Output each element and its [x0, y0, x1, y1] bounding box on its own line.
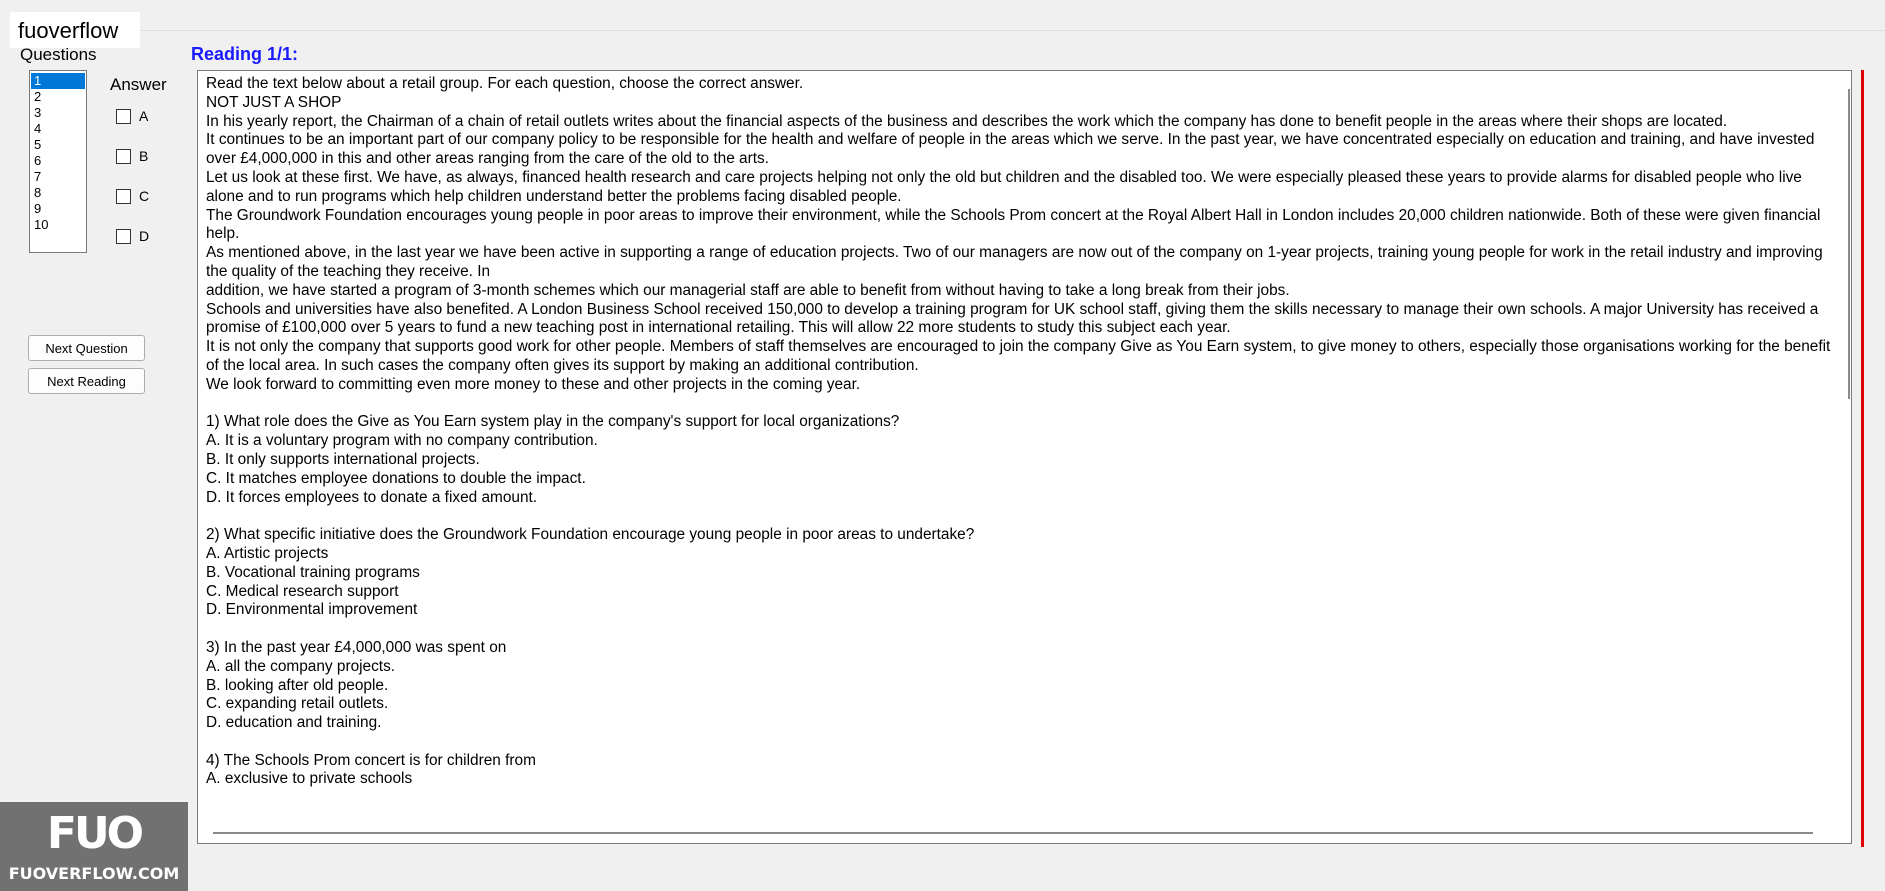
- reading-line: Let us look at these first. We have, as always, financed health research and care projects helping not only the old but children and the disabled too. We were especially pleased these years to provide alarms for disabled people who live alone and to run programs which help children understand better the problems facing disabled people.: [206, 168, 1802, 205]
- watermark-site: FUOVERFLOW.COM: [8, 864, 180, 883]
- reading-line: B. looking after old people.: [206, 676, 389, 694]
- reading-line: NOT JUST A SHOP: [206, 93, 342, 111]
- vertical-scrollbar[interactable]: [1848, 89, 1850, 399]
- horizontal-scrollbar[interactable]: [213, 832, 1813, 834]
- answer-label: Answer: [110, 75, 167, 94]
- reading-line: D. education and training.: [206, 714, 382, 732]
- red-divider: [1861, 70, 1864, 847]
- option-a-checkbox[interactable]: [116, 109, 131, 124]
- reading-line: A. It is a voluntary program with no company contribution.: [206, 432, 598, 450]
- question-item[interactable]: 2: [34, 89, 42, 104]
- reading-line: [206, 507, 1836, 526]
- option-c[interactable]: [116, 188, 149, 204]
- option-c-checkbox[interactable]: [116, 189, 131, 204]
- reading-line: D. It forces employees to donate a fixed amount.: [206, 488, 538, 506]
- question-item[interactable]: 8: [34, 185, 42, 200]
- reading-line: C. Medical research support: [206, 582, 399, 600]
- reading-line: D. Environmental improvement: [206, 601, 418, 619]
- reading-line: Read the text below about a retail group. For each question, choose the correct answer.: [206, 75, 804, 92]
- reading-line: C. It matches employee donations to double the impact.: [206, 469, 586, 487]
- reading-line: C. expanding retail outlets.: [206, 695, 389, 713]
- reading-text: [206, 75, 1836, 825]
- title-divider: [140, 30, 1885, 31]
- questions-label: Questions: [20, 45, 97, 64]
- option-a-label: A: [139, 108, 149, 124]
- reading-line: 3) In the past year £4,000,000 was spent on: [206, 638, 507, 656]
- question-item[interactable]: 9: [34, 201, 42, 216]
- reading-line: A. exclusive to private schools: [206, 770, 413, 788]
- question-item[interactable]: 5: [34, 137, 42, 152]
- reading-line: addition, we have started a program of 3-month schemes which our managerial staff are able to benefit from without having to take a long break from their jobs.: [206, 281, 1290, 299]
- question-item[interactable]: 7: [34, 169, 42, 184]
- reading-line: 1) What role does the Give as You Earn system play in the company's support for local organizations?: [206, 413, 900, 431]
- reading-line: We look forward to committing even more money to these and other projects in the coming year.: [206, 375, 861, 393]
- option-d-checkbox[interactable]: [116, 229, 131, 244]
- reading-line: 2) What specific initiative does the Groundwork Foundation encourage young people in poor areas to undertake?: [206, 526, 975, 544]
- option-b-checkbox[interactable]: [116, 149, 131, 164]
- next-question-button[interactable]: Next Question: [28, 335, 145, 361]
- window-title: fuoverflow: [10, 12, 140, 48]
- reading-line: A. all the company projects.: [206, 657, 396, 675]
- question-item[interactable]: 3: [34, 105, 42, 120]
- question-item[interactable]: 10: [34, 217, 49, 232]
- reading-title: Reading 1/1:: [191, 44, 299, 64]
- watermark: [0, 802, 188, 891]
- questions-listbox[interactable]: [29, 70, 87, 253]
- reading-line: It continues to be an important part of our company policy to be responsible for the health and welfare of people in the areas which we serve. In the past year, we have concentrated especially on education and training, and have invested over £4,000,000 in this and other areas ranging from the care of the old to the arts.: [206, 131, 1815, 168]
- option-b[interactable]: [116, 148, 148, 164]
- fuo-logo: FUO: [46, 808, 142, 859]
- option-d[interactable]: [116, 228, 149, 244]
- question-item[interactable]: 1: [31, 73, 85, 89]
- reading-line: A. Artistic projects: [206, 544, 329, 562]
- reading-line: 4) The Schools Prom concert is for children from: [206, 751, 536, 769]
- reading-line: B. It only supports international projects.: [206, 450, 480, 468]
- reading-line: B. Vocational training programs: [206, 563, 420, 581]
- option-a[interactable]: [116, 108, 148, 124]
- next-reading-button[interactable]: Next Reading: [28, 368, 145, 394]
- reading-line: It is not only the company that supports good work for other people. Members of staff themselves are encouraged to join the company Give as You Earn system, to give money to others, especially those organisations working for the benefit of the local area. In such cases the company often gives its support by making an additional contribution.: [206, 338, 1831, 374]
- option-d-label: D: [139, 228, 150, 244]
- question-item[interactable]: 6: [34, 153, 42, 168]
- reading-line: As mentioned above, in the last year we have been active in supporting a range of education projects. Two of our managers are now out of the company on 1-year projects, training young people for work in the retail industry and improving the quality of the teaching they receive. In: [206, 244, 1823, 280]
- reading-line: In his yearly report, the Chairman of a chain of retail outlets writes about the financial aspects of the business and describes the work which the company has done to benefit people in the areas where their shops are located.: [206, 112, 1728, 130]
- reading-line: [206, 395, 1836, 414]
- option-c-label: C: [139, 188, 150, 204]
- reading-line: The Groundwork Foundation encourages young people in poor areas to improve their environment, while the Schools Prom concert at the Royal Albert Hall in London includes 20,000 children nationwide. Both of these were given financial help.: [206, 206, 1821, 243]
- reading-line: [206, 620, 1836, 639]
- reading-textbox[interactable]: [197, 70, 1852, 844]
- option-b-label: B: [139, 148, 149, 164]
- question-item[interactable]: 4: [34, 121, 42, 136]
- reading-line: [206, 733, 1836, 752]
- reading-line: Schools and universities have also benefited. A London Business School received 150,000 to develop a training program for UK school staff, giving them the skills necessary to manage their own schools. A major University has received a promise of £100,000 over 5 years to fund a new teaching post in international retailing. This will allow 22 more students to study this subject each year.: [206, 300, 1819, 337]
